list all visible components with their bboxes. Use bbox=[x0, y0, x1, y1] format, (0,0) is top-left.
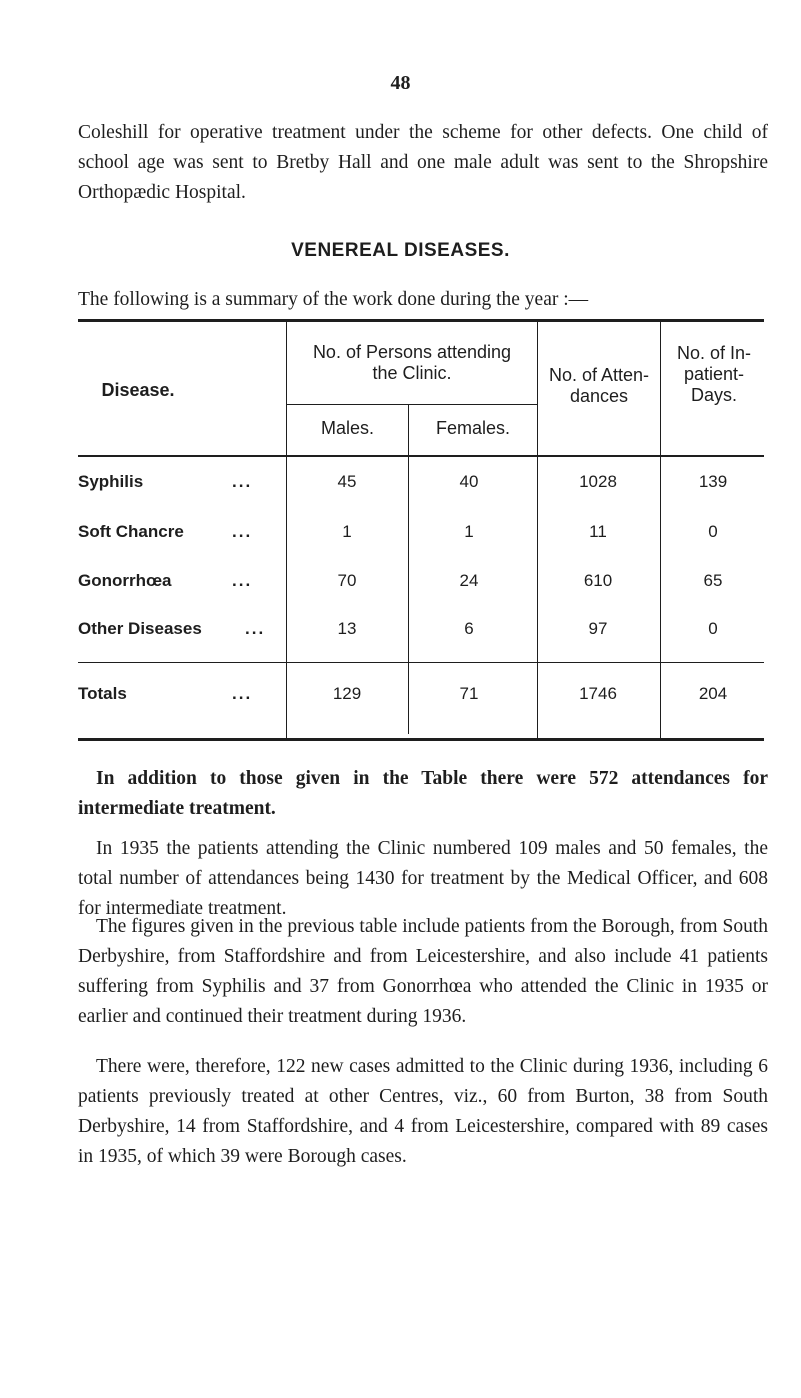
table-top-rule bbox=[78, 319, 764, 322]
row-females: 24 bbox=[459, 571, 479, 590]
totals-label: Totals bbox=[78, 684, 127, 703]
row-males: 13 bbox=[337, 619, 357, 638]
paragraph-1935: In 1935 the patients attending the Clinic numbered 109 males and 50 females, the total number of attendances being 1430 for treatment by the Medical Officer, and 608 for intermediate treatment. bbox=[78, 838, 768, 919]
row-inpatient-days: 0 bbox=[708, 619, 718, 638]
row-disease: Soft Chancre bbox=[78, 522, 184, 541]
intro-paragraph: Coleshill for operative treatment under the scheme for other defects. One child of school age was sent to Bretby Hall and one male adult was sent to the Shropshire Orthopædic Hospital. bbox=[78, 122, 768, 203]
totals-inpatient-days: 204 bbox=[698, 684, 728, 703]
header-disease: Disease. bbox=[101, 380, 175, 400]
row-males: 70 bbox=[337, 571, 357, 590]
summary-line: The following is a summary of the work done during the year :— bbox=[78, 289, 589, 310]
row-males: 45 bbox=[337, 472, 357, 491]
table-hline bbox=[286, 404, 537, 405]
row-dots: ... bbox=[232, 472, 253, 491]
row-inpatient-days: 0 bbox=[708, 522, 718, 541]
row-disease: Syphilis bbox=[78, 472, 144, 491]
row-dots: ... bbox=[232, 522, 253, 541]
paragraph-new-cases: There were, therefore, 122 new cases admitted to the Clinic during 1936, including 6 patients previously treated at other Centres, viz., 60 from Burton, 38 from South Derbyshire, 14 from Staffordshire, and 4 from Leicestershire, compared with 89 cases in 1935, of which 39 were Borough cases. bbox=[78, 1056, 768, 1167]
header-females: Females. bbox=[435, 418, 511, 438]
table-bottom-rule bbox=[78, 738, 764, 741]
row-males: 1 bbox=[342, 522, 352, 541]
row-attendances: 97 bbox=[588, 619, 608, 638]
row-females: 1 bbox=[464, 522, 474, 541]
row-attendances: 610 bbox=[583, 571, 613, 590]
paragraph-figures: The figures given in the previous table include patients from the Borough, from South Derbyshire, from Staffordshire and from Leicestershire, and also include 41 patients suffering from Syphilis and 37 from Gonorrhœa who attended the Clinic in 1935 or earlier and continued their treatment during 1936. bbox=[78, 916, 768, 1027]
page-number: 48 bbox=[390, 72, 411, 94]
table-vline bbox=[660, 322, 661, 738]
header-persons: No. of Persons attending the Clinic. bbox=[312, 342, 512, 383]
row-dots: ... bbox=[245, 619, 266, 638]
row-disease: Gonorrhœa bbox=[78, 571, 172, 590]
row-inpatient-days: 139 bbox=[698, 472, 728, 491]
header-inpatient-days: No. of In-patient- Days. bbox=[676, 343, 752, 405]
row-attendances: 1028 bbox=[579, 472, 617, 491]
row-inpatient-days: 65 bbox=[703, 571, 723, 590]
row-attendances: 11 bbox=[589, 522, 607, 541]
paragraph-intermediate: In addition to those given in the Table there were 572 attendances for intermediate treatment. bbox=[78, 768, 768, 819]
table-header-rule bbox=[78, 455, 764, 457]
row-females: 6 bbox=[464, 619, 474, 638]
row-disease: Other Diseases bbox=[78, 619, 202, 638]
row-females: 40 bbox=[459, 472, 479, 491]
header-males: Males. bbox=[320, 418, 374, 438]
totals-attendances: 1746 bbox=[579, 684, 617, 703]
row-dots: ... bbox=[232, 684, 253, 703]
header-attendances: No. of Atten- dances bbox=[548, 365, 650, 406]
row-dots: ... bbox=[232, 571, 253, 590]
totals-males: 129 bbox=[332, 684, 362, 703]
table-totals-rule bbox=[78, 662, 764, 663]
section-heading: VENEREAL DISEASES. bbox=[291, 240, 510, 261]
totals-females: 71 bbox=[459, 684, 479, 703]
